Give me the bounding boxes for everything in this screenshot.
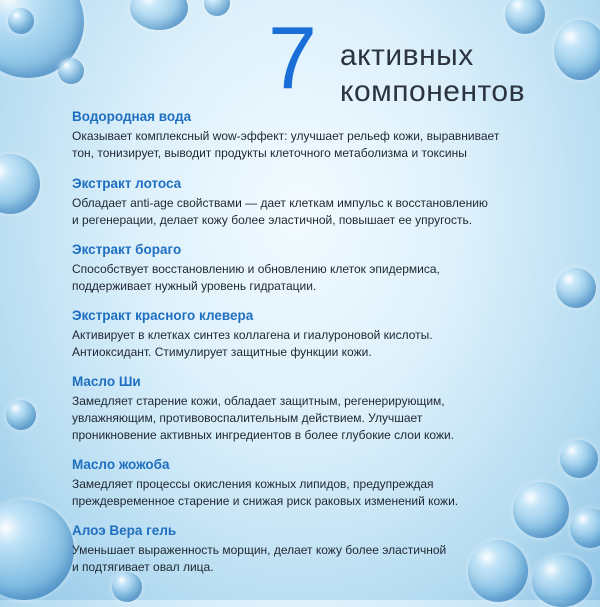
ingredient-title: Алоэ Вера гель — [72, 523, 177, 538]
ingredient-section — [72, 175, 552, 229]
ingredient-title: Масло жожоба — [72, 457, 170, 472]
description-line: Способствует восстановлению и обновлению клеток эпидермиса, — [72, 262, 440, 276]
ingredient-title: Экстракт бораго — [72, 242, 182, 257]
header-line-2: компонентов — [340, 75, 526, 108]
ingredient-description — [72, 476, 552, 510]
ingredient-section — [72, 456, 552, 510]
description-line: проникновение активных ингредиентов в более глубокие слои кожи. — [72, 428, 455, 442]
ingredient-description — [72, 393, 552, 444]
water-bubble — [0, 500, 74, 600]
water-bubble — [204, 0, 230, 16]
water-bubble — [112, 572, 142, 602]
ingredient-list — [72, 108, 552, 576]
header-number: 7 — [268, 8, 317, 107]
ingredient-section — [72, 307, 552, 361]
ingredient-title: Экстракт лотоса — [72, 176, 182, 191]
water-bubble — [8, 8, 34, 34]
description-line: Оказывает комплексный wow-эффект: улучшает рельеф кожи, выравнивает — [72, 129, 500, 143]
water-bubble — [554, 20, 600, 80]
description-line: Активирует в клетках синтез коллагена и гиалуроновой кислоты. — [72, 328, 433, 342]
description-line: и подтягивает овал лица. — [72, 560, 214, 574]
ingredient-title: Водородная вода — [72, 109, 192, 124]
water-bubble — [505, 0, 545, 34]
ingredient-section — [72, 373, 552, 444]
ingredient-title: Масло Ши — [72, 374, 141, 389]
water-bubble — [0, 154, 40, 214]
ingredient-section — [72, 108, 552, 162]
water-bubble — [570, 508, 600, 548]
ingredient-section — [72, 522, 552, 576]
description-line: Обладает anti-age свойствами — дает клеткам импульс к восстановлению — [72, 196, 488, 210]
description-line: тон, тонизирует, выводит продукты клеточного метаболизма и токсины — [72, 146, 467, 160]
description-line: поддерживает нужный уровень гидратации. — [72, 279, 317, 293]
ingredient-section — [72, 241, 552, 295]
ingredient-description — [72, 261, 552, 295]
water-bubble — [6, 400, 36, 430]
water-bubble — [560, 440, 598, 478]
ingredient-description — [72, 195, 552, 229]
water-bubble — [58, 58, 84, 84]
description-line: Антиоксидант. Стимулирует защитные функции кожи. — [72, 345, 372, 359]
description-line: и регенерации, делает кожу более эластичной, повышает ее упругость. — [72, 213, 473, 227]
header-line-1: активных — [340, 39, 474, 72]
description-line: Замедляет старение кожи, обладает защитным, регенерирующим, — [72, 394, 445, 408]
description-line: преждевременное старение и снижая риск раковых изменений кожи. — [72, 494, 459, 508]
ingredient-description — [72, 128, 552, 162]
water-bubble — [556, 268, 596, 308]
description-line: Замедляет процессы окисления кожных липидов, предупреждая — [72, 477, 434, 491]
ingredient-description — [72, 542, 552, 576]
description-line: Уменьшает выраженность морщин, делает кожу более эластичной — [72, 543, 447, 557]
ingredient-title: Экстракт красного клевера — [72, 308, 254, 323]
ingredient-description — [72, 327, 552, 361]
description-line: увлажняющим, противовоспалительным действием. Улучшает — [72, 411, 423, 425]
water-bubble — [130, 0, 188, 30]
